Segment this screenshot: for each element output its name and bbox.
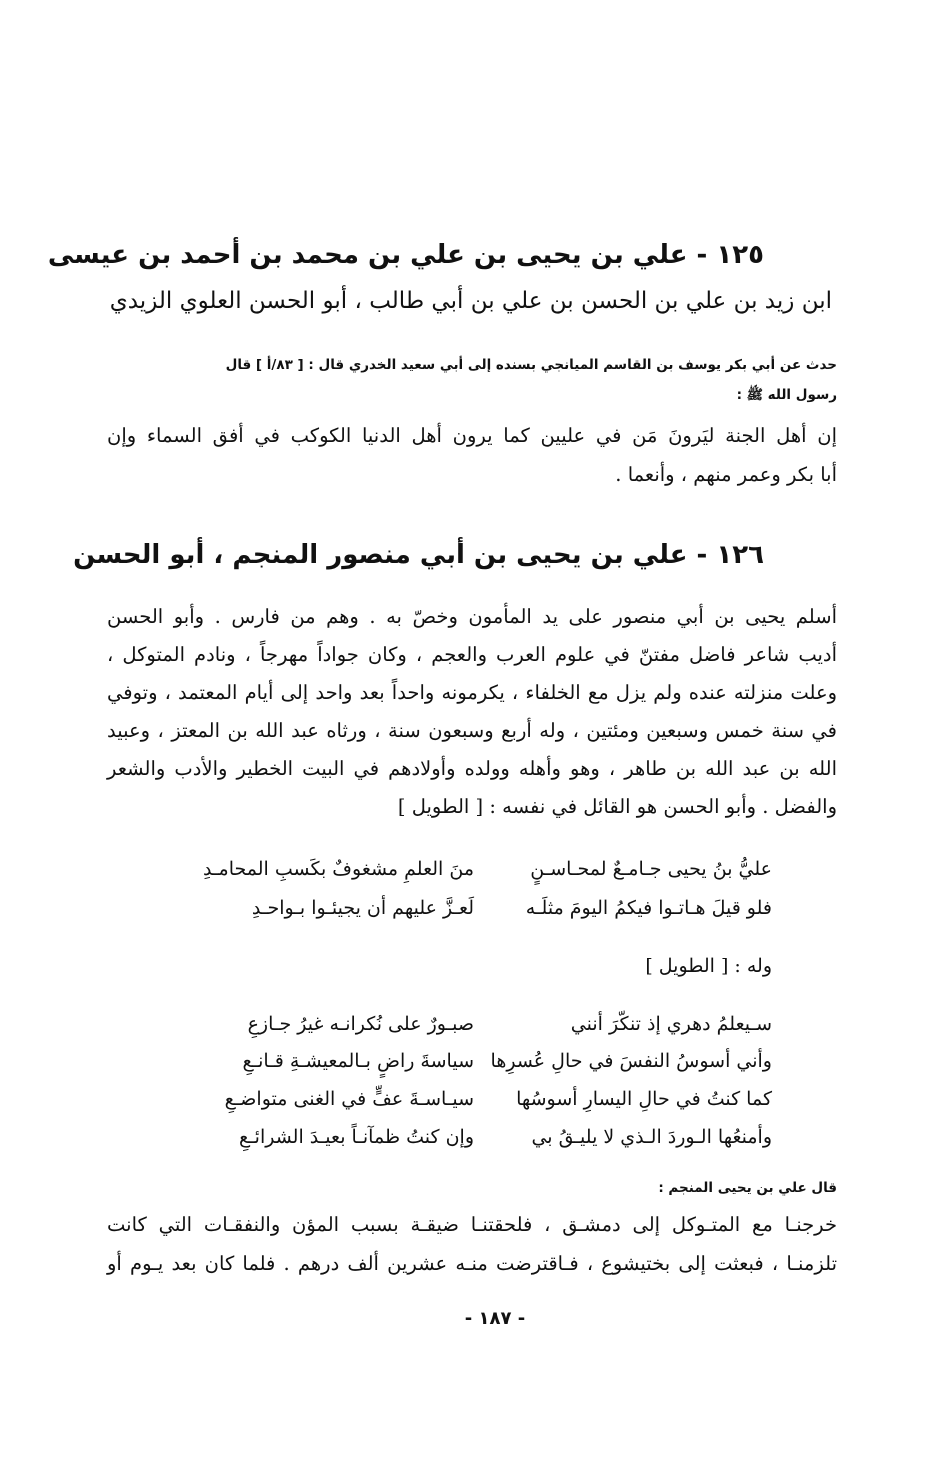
quote-intro: قال علي بن يحيى المنجم : — [658, 1180, 837, 1196]
poem-2-verse-4-sadr: وأمنعُها الـوردَ الـذي لا يليـقُ بي — [531, 1126, 772, 1148]
poem-1-verse-1-ajz: منَ العلمِ مشغوفٌ بكَسبِ المحامـدِ — [203, 858, 474, 880]
entry-125-lineage: ابن زيد بن علي بن الحسن بن علي بن أبي طالب ، أبو الحسن العلوي الزيدي — [109, 288, 832, 314]
entry-125-title: ١٢٥ - علي بن يحيى بن علي بن محمد بن أحمد بن عيسى — [47, 240, 764, 270]
poem-2-verse-2-ajz: سياسةَ راضٍ بـالمعيشـةِ قـانـعِ — [242, 1050, 474, 1072]
entry-126-paragraph-line: في سنة خمس وسبعين ومئتين ، وله أربع وسبعون سنة ، ورثاه عبد الله بن المعتز ، وعبيد — [107, 719, 837, 742]
poem-2-intro: وله : [ الطويل ] — [645, 955, 772, 977]
entry-126-paragraph-last-line: والفضل . وأبو الحسن هو القائل في نفسه : [ الطويل ] — [397, 795, 837, 818]
poem-2-verse-1-ajz: صبـورٌ على نُكرانـه غيرُ جـازعِ — [247, 1013, 474, 1035]
poem-1-verse-2-sadr: فلو قيلَ هـاتـوا فيكمُ اليومَ مثلَـه — [525, 897, 772, 919]
entry-125-hadith-line-1: إن أهل الجنة ليَرونَ مَن في عليين كما يرون أهل الدنيا الكوكب في أفق السماء وإن — [107, 424, 837, 447]
page-number: - ١٨٧ - — [464, 1308, 526, 1329]
entry-126-paragraph-line: أديب شاعر فاضل مفتنّ في علوم العرب والعجم ، وكان جواداً مهرجاً ، ونادم المتوكل ، — [107, 643, 837, 666]
poem-2-verse-1-sadr: سـيعلمُ دهري إذ تنكّرَ أنني — [570, 1013, 772, 1035]
quote-line: تلزمنـا ، فبعثت إلى بختيشوع ، فـاقترضت منـه عشرين ألف درهم . فلما كان بعد يـوم أو — [107, 1252, 837, 1275]
entry-126-paragraph-line: أسلم يحيى بن أبي منصور على يد المأمون وخصّ به . وهم من فارس . وأبو الحسن — [107, 605, 837, 628]
poem-2-verse-2-sadr: وأني أسوسُ النفسَ في حالِ عُسرِها — [490, 1050, 772, 1072]
entry-126-paragraph-line: وعلت منزلته عنده ولم يزل مع الخلفاء ، يكرمونه واحداً بعد واحد إلى أيام المعتمد ، وتوفي — [107, 681, 837, 704]
poem-1-verse-2-ajz: لَعـزَّ عليهم أن يجيئـوا بـواحـدِ — [251, 897, 474, 919]
quote-line: خرجنـا مع المتـوكل إلى دمشـق ، فلحقتنـا ضيقـة بسبب المؤن والنفقـات التي كانت — [107, 1213, 837, 1236]
poem-2-verse-3-sadr: كما كنتُ في حالِ اليسارِ أسوسُها — [516, 1088, 772, 1110]
entry-126-title: ١٢٦ - علي بن يحيى بن أبي منصور المنجم ، أبو الحسن — [73, 540, 764, 570]
poem-2-verse-3-ajz: سيـاسـةَ عفٍّ في الغنى متواضـعِ — [224, 1088, 474, 1110]
poem-1-verse-1-sadr: عليُّ بنُ يحيى جـامـعٌ لمحـاسـنٍ — [530, 858, 772, 880]
entry-125-isnad-line-1: حدث عن أبي بكر يوسف بن القاسم الميانجي بسنده إلى أبي سعيد الخدري قال : [ ٨٣/أ ] قال — [225, 357, 837, 373]
poem-2-verse-4-ajz: وإن كنتُ ظمآنـاً بعيـدَ الشرائـعِ — [238, 1126, 474, 1148]
entry-125-hadith-line-2: أبا بكر وعمر منهم ، وأنعما . — [615, 463, 837, 486]
entry-125-isnad-line-2: رسول الله ﷺ : — [736, 387, 837, 403]
entry-126-paragraph-line: الله بن عبد الله بن طاهر ، وهو وأهله وولده وأولادهم في البيت الخطير والأدب والشعر — [107, 757, 837, 780]
